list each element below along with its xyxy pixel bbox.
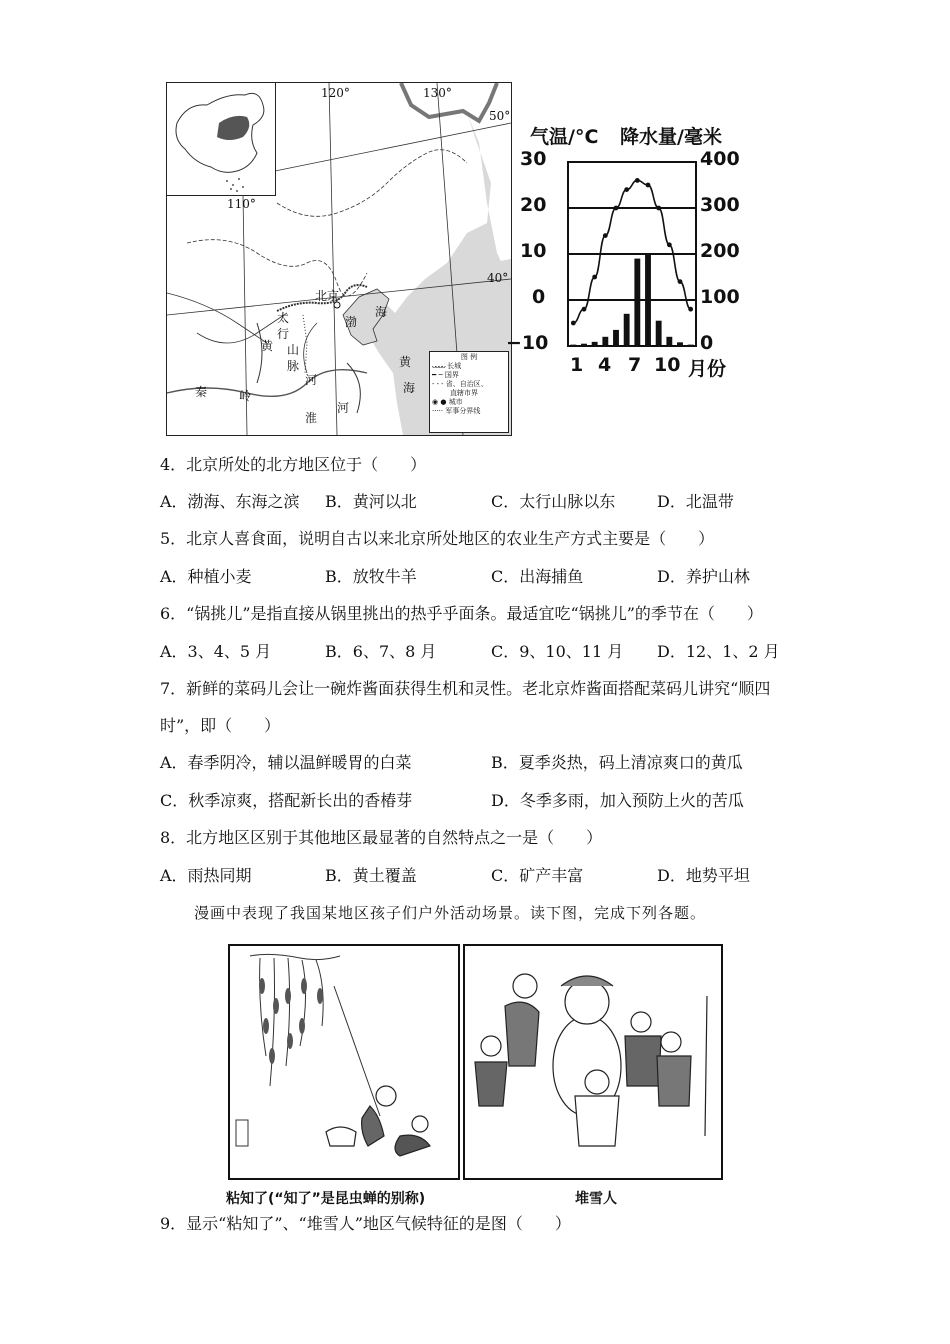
cartoon-intro: 漫画中表现了我国某地区孩子们户外活动场景。读下图，完成下列各题。 (194, 904, 707, 922)
climate-chart (506, 118, 760, 382)
temperature-point-10 (667, 242, 672, 247)
bohai-char-2: 海 (375, 305, 388, 319)
q6-option-b: B．6、7、8 月 (325, 642, 437, 661)
precip-bar-2 (581, 344, 587, 346)
q5-option-b: B．放牧牛羊 (325, 567, 417, 586)
x-unit: 月份 (688, 358, 727, 380)
taihang-char-2: 行 (277, 327, 290, 341)
right-tick-0: 0 (700, 332, 714, 354)
q7-option-b: B．夏季炎热，码上清凉爽口的黄瓜 (491, 753, 743, 772)
cicada-drawing (230, 946, 458, 1178)
legend-city: ◉ ● 城市 (432, 398, 463, 406)
legend-military-line: ····· 军事分界线 (432, 407, 481, 415)
china-outline (167, 83, 275, 195)
left-tick-20: 20 (520, 194, 547, 216)
he2-label: 河 (337, 401, 350, 415)
precip-bar-4 (602, 337, 608, 346)
precip-bar-12 (688, 345, 694, 346)
temperature-point-8 (646, 183, 651, 188)
x-tick-1: 1 (570, 354, 584, 376)
left-tick-minus10: −10 (506, 332, 549, 354)
q4-option-a: A．渤海、东海之滨 (160, 492, 300, 511)
qinling-char-1: 秦 (195, 385, 208, 399)
q6-option-c: C．9、10、11 月 (491, 642, 624, 661)
precip-bar-5 (613, 330, 619, 346)
right-tick-200: 200 (700, 240, 740, 262)
taihang-char-4: 脉 (287, 359, 300, 373)
question-5: 5．北京人喜食面，说明自古以来北京所处地区的农业生产方式主要是（ ） (160, 529, 715, 548)
map-legend (429, 351, 509, 433)
right-cartoon-caption: 堆雪人 (575, 1191, 617, 1207)
temperature-point-2 (582, 307, 587, 312)
precip-bar-6 (624, 314, 630, 346)
he-label: 河 (305, 373, 318, 387)
right-tick-400: 400 (700, 148, 740, 170)
left-cartoon-caption: 粘知了(“知了”是昆虫蝉的别称) (226, 1191, 426, 1207)
x-tick-4: 4 (598, 354, 612, 376)
question-7-line-2: 时”，即（ ） (160, 716, 281, 735)
right-tick-100: 100 (700, 286, 740, 308)
taihang-char-1: 太 (277, 311, 290, 325)
lon-120-label: 120° (321, 86, 350, 100)
china-inset-map (167, 83, 276, 196)
chart-right-title: 降水量/毫米 (620, 126, 722, 148)
q6-option-d: D．12、1、2 月 (657, 642, 780, 661)
cartoon-making-snowman (463, 944, 723, 1180)
temperature-point-7 (635, 178, 640, 183)
huai-label: 淮 (305, 411, 318, 425)
left-tick-0: 0 (532, 286, 546, 308)
legend-municipality: 直辖市界 (450, 389, 478, 397)
x-tick-10: 10 (654, 354, 681, 376)
q5-option-a: A．种植小麦 (160, 567, 252, 586)
precip-bar-10 (666, 337, 672, 346)
temperature-point-1 (571, 321, 576, 326)
precip-bar-8 (645, 254, 651, 346)
q6-option-a: A．3、4、5 月 (160, 642, 272, 661)
question-8: 8．北方地区区别于其他地区最显著的自然特点之一是（ ） (160, 828, 603, 847)
huanghai-char-1: 黄 (399, 355, 412, 369)
q8-option-a: A．雨热同期 (160, 866, 252, 885)
bohai-char-1: 渤 (345, 315, 358, 329)
precip-bar-11 (677, 342, 683, 346)
q5-option-c: C．出海捕鱼 (491, 567, 584, 586)
q7-option-d: D．冬季多雨，加入预防上火的苦瓜 (491, 791, 744, 810)
right-tick-300: 300 (700, 194, 740, 216)
huanghe-label: 黄 (261, 339, 274, 353)
precip-bar-3 (592, 342, 598, 346)
temperature-point-12 (688, 307, 693, 312)
left-tick-30: 30 (520, 148, 547, 170)
lat-40-label: 40° (487, 271, 509, 285)
temperature-line (573, 180, 690, 323)
temperature-point-5 (614, 206, 619, 211)
temperature-point-6 (624, 187, 629, 192)
lat-50-label: 50° (489, 109, 511, 123)
q4-option-c: C．太行山脉以东 (491, 492, 616, 511)
precip-bar-7 (634, 259, 640, 346)
q4-option-d: D．北温带 (657, 492, 734, 511)
question-7-line-1: 7．新鲜的菜码儿会让一碗炸酱面获得生机和灵性。老北京炸酱面搭配菜码儿讲究“顺四 (160, 679, 771, 698)
q8-option-c: C．矿产丰富 (491, 866, 584, 885)
temperature-point-4 (603, 233, 608, 238)
snowman-drawing (465, 946, 721, 1178)
legend-great-wall: ᴗᴗᴗᴗ 长城 (432, 362, 462, 370)
chart-left-title: 气温/°C (530, 126, 599, 148)
question-4: 4．北京所处的北方地区位于（ ） (160, 455, 427, 474)
temperature-point-3 (592, 275, 597, 280)
q7-option-c: C．秋季凉爽，搭配新长出的香椿芽 (160, 791, 413, 810)
question-6: 6．“锅挑儿”是指直接从锅里挑出的热乎乎面条。最适宜吃“锅挑儿”的季节在（ ） (160, 604, 763, 623)
huanghai-char-2: 海 (403, 381, 416, 395)
question-9: 9．显示“粘知了”、“堆雪人”地区气候特征的是图（ ） (160, 1214, 571, 1233)
lon-110-label: 110° (227, 197, 256, 211)
x-tick-7: 7 (628, 354, 642, 376)
legend-province-border: - - - 省、自治区、 (432, 380, 488, 388)
q8-option-b: B．黄土覆盖 (325, 866, 417, 885)
temperature-point-11 (678, 279, 683, 284)
legend-title: 图 例 (460, 353, 478, 361)
q8-option-d: D．地势平坦 (657, 866, 750, 885)
north-china-map (166, 82, 512, 436)
cartoon-catching-cicadas (228, 944, 460, 1180)
legend-national-border: ━ ─ 国界 (432, 371, 459, 379)
precip-bar-1 (570, 345, 576, 346)
q4-option-b: B．黄河以北 (325, 492, 417, 511)
taihang-char-3: 山 (287, 343, 300, 357)
q5-option-d: D．养护山林 (657, 567, 750, 586)
precip-bar-9 (656, 321, 662, 346)
temperature-point-9 (656, 206, 661, 211)
beijing-label: 北京 (315, 289, 340, 303)
q7-option-a: A．春季阴冷，辅以温鲜暖胃的白菜 (160, 753, 412, 772)
left-tick-10: 10 (520, 240, 547, 262)
lon-130-label: 130° (423, 86, 452, 100)
qinling-char-2: 岭 (239, 389, 252, 403)
